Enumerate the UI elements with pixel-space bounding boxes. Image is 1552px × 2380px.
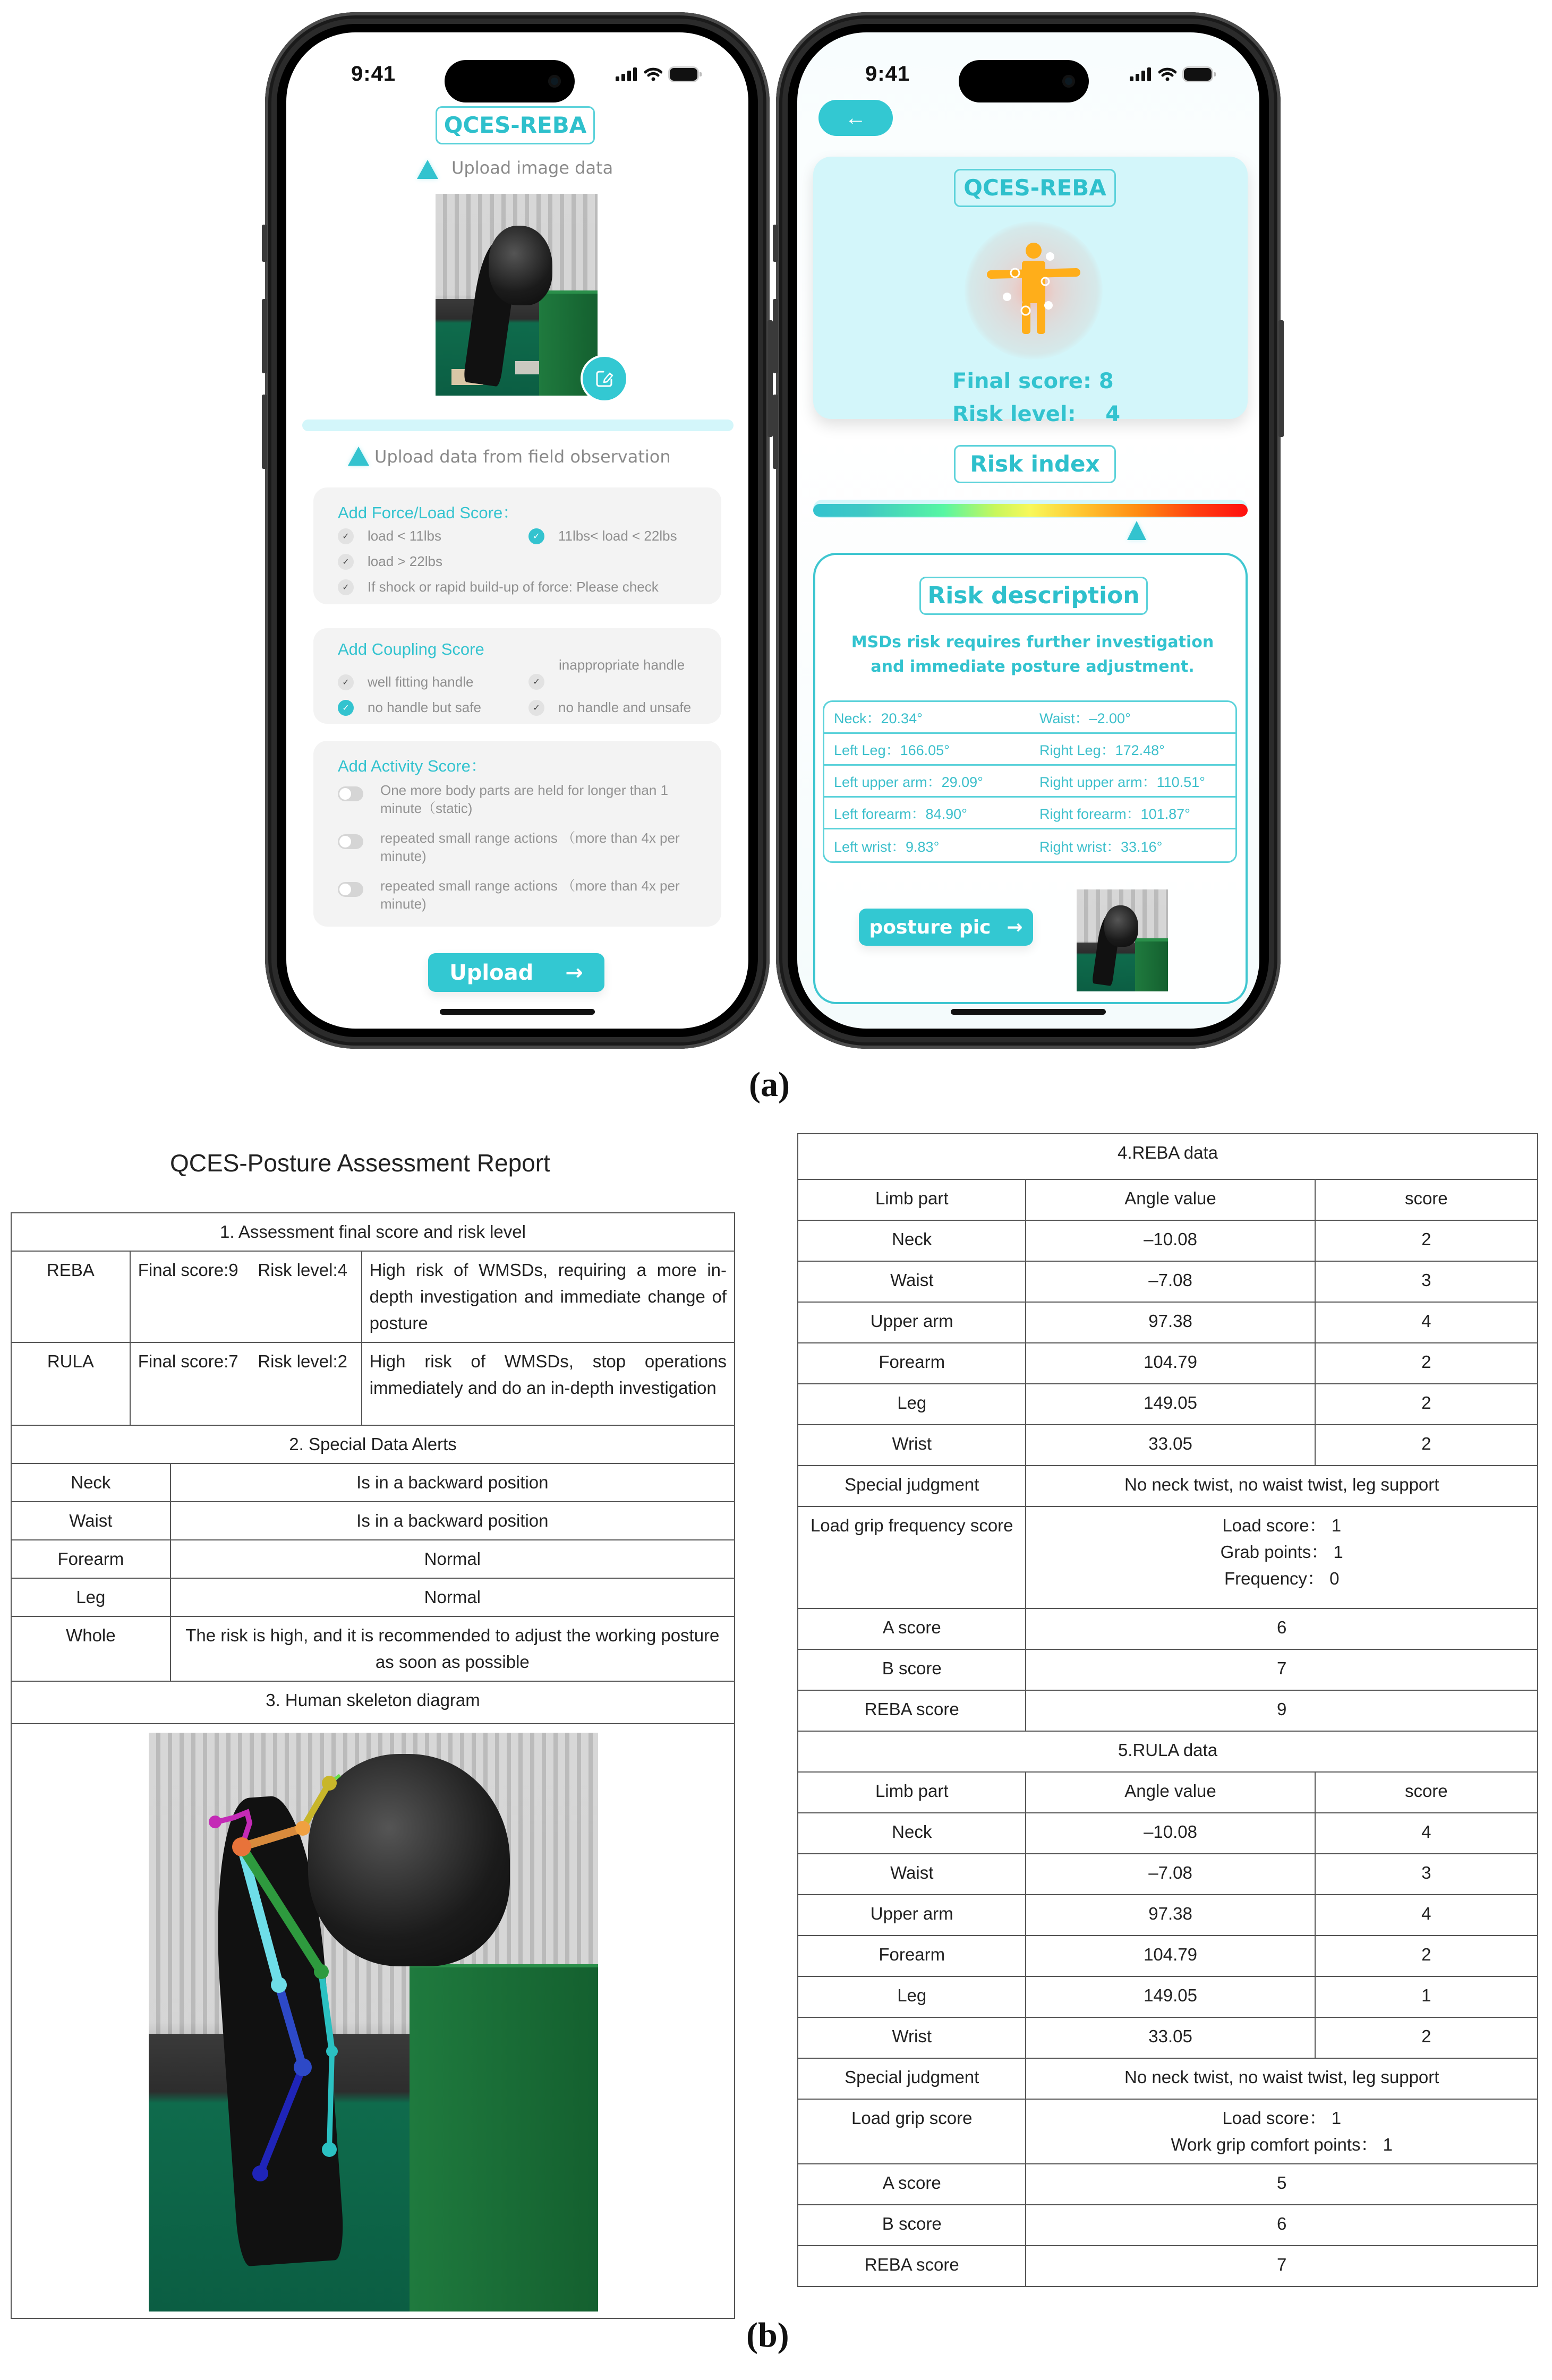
angle-value: Waist：–2.00°: [1039, 710, 1131, 726]
figure-label-a: (a): [749, 1065, 790, 1104]
row-label: B score: [798, 1649, 1026, 1690]
reba-data-row: [798, 1343, 1538, 1384]
angle-value: –10.08: [1026, 1220, 1315, 1261]
check-icon: ✓: [528, 528, 544, 544]
limb-part: Waist: [798, 1854, 1026, 1895]
angle-value: 149.05: [1026, 1384, 1315, 1425]
report-data-table: [797, 1133, 1538, 2287]
coupling-title: Add Coupling Score: [338, 640, 484, 658]
result-screen: [797, 32, 1259, 1029]
limb-score: 2: [1315, 1343, 1538, 1384]
dynamic-island: [445, 60, 575, 102]
angle-value: Right forearm：101.87°: [1039, 806, 1190, 822]
angle-value: 97.38: [1026, 1302, 1315, 1343]
method-cell: REBA: [11, 1251, 130, 1342]
alert-part: Whole: [11, 1616, 170, 1681]
row-label: A score: [798, 1608, 1026, 1649]
reba-load-row: [798, 1506, 1538, 1608]
angle-value: –7.08: [1026, 1854, 1315, 1895]
angle-row: [824, 766, 1235, 798]
photo-floor-mat: [515, 361, 542, 374]
activity-toggle[interactable]: [338, 786, 363, 801]
phone-power-button: [1278, 320, 1284, 437]
force-option-label: If shock or rapid build-up of force: Please check: [368, 579, 659, 595]
reba-summary-row: [798, 1649, 1538, 1690]
phone-volume-down: [262, 395, 267, 469]
check-icon: ✓: [338, 554, 354, 570]
special-judgment: No neck twist, no waist twist, leg support: [1026, 1466, 1538, 1506]
angle-value: 97.38: [1026, 1895, 1315, 1936]
posture-pic-button[interactable]: [859, 909, 1033, 946]
angle-value: Right upper arm：110.51°: [1039, 774, 1205, 790]
coupling-option[interactable]: [528, 674, 544, 690]
angle-value: Neck：20.34°: [834, 710, 923, 726]
alert-row: [11, 1502, 735, 1540]
limb-score: 4: [1315, 1895, 1538, 1936]
risk-level: Risk level: 4: [952, 402, 1121, 426]
activity-toggle-label: One more body parts are held for longer than 1 minute（static): [380, 782, 668, 816]
phone-side-button: [262, 225, 267, 262]
angle-value: 104.79: [1026, 1343, 1315, 1384]
result-card: [813, 157, 1248, 426]
description-cell: High risk of WMSDs, requiring a more in-depth investigation and immediate change of posture: [362, 1251, 735, 1342]
section2-heading: 2. Special Data Alerts: [11, 1425, 735, 1463]
posture-figure: [965, 221, 1103, 359]
force-option-label: load < 11lbs: [368, 528, 442, 544]
reba-result-row: [11, 1251, 735, 1342]
coupling-option-label: inappropriate handle: [559, 657, 685, 673]
phone-volume-up: [773, 299, 778, 373]
reba-heading: 4.REBA data: [798, 1134, 1538, 1179]
rula-data-row: [798, 1976, 1538, 2017]
rula-result-row: [11, 1342, 735, 1425]
check-icon: ✓: [338, 674, 354, 690]
limb-part: Upper arm: [798, 1302, 1026, 1343]
alert-part: Neck: [11, 1463, 170, 1502]
load-values: [1026, 2099, 1538, 2164]
limb-score: 3: [1315, 1854, 1538, 1895]
limb-score: 2: [1315, 1425, 1538, 1466]
angle-value: –10.08: [1026, 1813, 1315, 1854]
phone-volume-down: [773, 395, 778, 469]
angle-value: Right Leg：172.48°: [1039, 742, 1165, 758]
alert-row: [11, 1540, 735, 1578]
score-cell: Final score:7 Risk level:2: [130, 1342, 362, 1425]
angle-value: 33.05: [1026, 1425, 1315, 1466]
summary-value: 6: [1026, 1608, 1538, 1649]
status-icons: [616, 67, 697, 81]
row-label: A score: [798, 2164, 1026, 2205]
column-header: score: [1315, 1772, 1538, 1813]
row-label: REBA score: [798, 1690, 1026, 1731]
angle-row: [824, 829, 1235, 861]
angle-value: –7.08: [1026, 1261, 1315, 1302]
force-option-label: load > 22lbs: [368, 553, 442, 569]
rula-summary-row: [798, 2246, 1538, 2287]
coupling-option-label: no handle and unsafe: [558, 699, 692, 715]
summary-value: 5: [1026, 2164, 1538, 2205]
special-judgment: No neck twist, no waist twist, leg support: [1026, 2058, 1538, 2099]
row-label: Special judgment: [798, 1466, 1026, 1506]
reba-data-row: [798, 1302, 1538, 1343]
angle-value: Left wrist：9.83°: [834, 838, 940, 855]
limb-score: 2: [1315, 2017, 1538, 2058]
skeleton-overlay: [149, 1733, 598, 2311]
angle-value: Right wrist：33.16°: [1039, 838, 1163, 855]
phone-power-button: [768, 320, 773, 437]
limb-part: Leg: [798, 1384, 1026, 1425]
phone-side-button: [773, 225, 778, 262]
limb-score: 3: [1315, 1261, 1538, 1302]
force-load-card: [313, 487, 721, 604]
load-line: Load score： 1: [1222, 2108, 1342, 2128]
score-cell: Final score:9 Risk level:4: [130, 1251, 362, 1342]
status-time: 9:41: [351, 62, 396, 85]
coupling-option-selected[interactable]: [338, 699, 481, 716]
alert-part: Waist: [11, 1502, 170, 1540]
coupling-option[interactable]: [528, 699, 691, 716]
coupling-card: [313, 628, 721, 724]
rula-header-row: [798, 1772, 1538, 1813]
rula-data-row: [798, 1936, 1538, 1976]
dynamic-island: [959, 60, 1089, 102]
limb-score: 4: [1315, 1302, 1538, 1343]
angle-value: 149.05: [1026, 1976, 1315, 2017]
upload-button-label: Upload: [449, 960, 534, 985]
alert-part: Forearm: [11, 1540, 170, 1578]
alert-text: Normal: [170, 1578, 735, 1616]
app-title: QCES-REBA: [436, 106, 595, 144]
coupling-option-label: well fitting handle: [368, 674, 474, 690]
method-cell: RULA: [11, 1342, 130, 1425]
signal-icon: [616, 67, 637, 81]
row-label: REBA score: [798, 2246, 1026, 2287]
angle-row: [824, 734, 1235, 766]
angle-value: Left upper arm：29.09°: [834, 774, 983, 790]
alert-row: [11, 1463, 735, 1502]
summary-value: 6: [1026, 2205, 1538, 2246]
phone-volume-up: [262, 299, 267, 373]
rula-summary-row: [798, 2164, 1538, 2205]
section3-heading: 3. Human skeleton diagram: [11, 1681, 735, 1724]
back-button[interactable]: [818, 100, 893, 136]
triangle-bullet-icon: [417, 160, 438, 179]
row-label: Load grip frequency score: [798, 1506, 1026, 1608]
load-values: [1026, 1506, 1538, 1608]
wifi-icon: [644, 67, 662, 81]
reba-data-row: [798, 1261, 1538, 1302]
limb-score: 2: [1315, 1220, 1538, 1261]
activity-title: Add Activity Score：: [338, 757, 487, 775]
photo-bag: [489, 226, 552, 305]
rula-data-row: [798, 1813, 1538, 1854]
description-cell: High risk of WMSDs, stop operations immediately and do an in-depth investigation: [362, 1342, 735, 1425]
reba-data-row: [798, 1220, 1538, 1261]
reba-summary-row: [798, 1608, 1538, 1649]
risk-index-marker: [1127, 521, 1146, 540]
summary-value: 7: [1026, 1649, 1538, 1690]
camera-icon: [548, 75, 561, 88]
figure-label-b: (b): [746, 2316, 789, 2355]
report-summary-table: [11, 1212, 735, 2319]
limb-part: Upper arm: [798, 1895, 1026, 1936]
wifi-icon: [1158, 67, 1176, 81]
app-title: QCES-REBA: [954, 169, 1116, 207]
force-option[interactable]: [338, 579, 659, 595]
check-icon: ✓: [338, 579, 354, 595]
photo-bag: [1104, 905, 1138, 947]
home-indicator: [440, 1009, 595, 1015]
triangle-bullet-icon: [348, 447, 369, 466]
limb-part: Neck: [798, 1813, 1026, 1854]
joint-angle-table: [823, 700, 1237, 863]
limb-part: Forearm: [798, 1936, 1026, 1976]
row-label: B score: [798, 2205, 1026, 2246]
reba-summary-row: [798, 1690, 1538, 1731]
force-option[interactable]: [338, 553, 442, 570]
alert-text: Normal: [170, 1540, 735, 1578]
column-header: Angle value: [1026, 1772, 1315, 1813]
summary-value: 7: [1026, 2246, 1538, 2287]
reba-header-row: [798, 1179, 1538, 1220]
row-label: Load grip score: [798, 2099, 1026, 2164]
section-divider: [302, 420, 734, 431]
limb-part: Wrist: [798, 1425, 1026, 1466]
reba-special-row: [798, 1466, 1538, 1506]
angle-value: Left forearm：84.90°: [834, 806, 967, 822]
force-option[interactable]: [338, 528, 441, 544]
rula-summary-row: [798, 2205, 1538, 2246]
battery-icon: [670, 68, 697, 81]
posture-thumbnail[interactable]: [1077, 889, 1168, 991]
angle-row: [824, 702, 1235, 734]
reba-data-row: [798, 1425, 1538, 1466]
activity-toggle[interactable]: [338, 834, 363, 849]
limb-score: 4: [1315, 1813, 1538, 1854]
status-icons: [1130, 67, 1212, 81]
limb-score: 2: [1315, 1936, 1538, 1976]
rula-data-row: [798, 2017, 1538, 2058]
rula-data-row: [798, 1895, 1538, 1936]
arrow-right-icon: →: [1007, 916, 1023, 938]
force-load-title: Add Force/Load Score：: [338, 503, 519, 522]
camera-icon: [1062, 75, 1075, 88]
check-icon: ✓: [528, 674, 544, 690]
column-header: Angle value: [1026, 1179, 1315, 1220]
risk-description-title: Risk description: [919, 577, 1148, 615]
angle-value: 104.79: [1026, 1936, 1315, 1976]
column-header: Limb part: [798, 1179, 1026, 1220]
alert-text: Is in a backward position: [170, 1463, 735, 1502]
angle-value: Left Leg：166.05°: [834, 742, 950, 758]
load-line: Load score： 1: [1222, 1516, 1342, 1535]
rula-data-row: [798, 1854, 1538, 1895]
load-line: Grab points： 1: [1220, 1542, 1343, 1562]
battery-icon: [1184, 68, 1212, 81]
skeleton-diagram-image: [149, 1733, 598, 2311]
arrow-left-icon: ←: [845, 106, 866, 130]
rula-load-row: [798, 2099, 1538, 2164]
field-observation-label: Upload data from field observation: [374, 447, 671, 467]
activity-toggle-label: repeated small range actions （more than 4x per minute): [380, 830, 680, 864]
section1-heading: 1. Assessment final score and risk level: [11, 1213, 735, 1251]
phone-left: [265, 12, 770, 1049]
skeleton-diagram-cell: [11, 1724, 735, 2318]
column-header: Limb part: [798, 1772, 1026, 1813]
final-score: Final score: 8: [952, 369, 1114, 393]
uploaded-image[interactable]: [436, 194, 598, 396]
column-header: score: [1315, 1179, 1538, 1220]
phone-right: [776, 12, 1281, 1049]
alert-row: [11, 1616, 735, 1681]
risk-index-title: Risk index: [954, 445, 1116, 483]
row-label: Special judgment: [798, 2058, 1026, 2099]
alert-text: The risk is high, and it is recommended to adjust the working posture as soon as possible: [170, 1616, 735, 1681]
force-option-label: 11lbs< load < 22lbs: [558, 528, 677, 544]
risk-index-gradient: [813, 504, 1248, 517]
limb-part: Forearm: [798, 1343, 1026, 1384]
coupling-option-label: no handle but safe: [368, 699, 481, 715]
status-time: 9:41: [865, 62, 910, 85]
angle-value: 33.05: [1026, 2017, 1315, 2058]
arrow-right-icon: →: [565, 960, 583, 985]
edit-icon: [594, 368, 615, 389]
check-icon: ✓: [528, 700, 544, 716]
upload-screen: [286, 32, 748, 1029]
activity-toggle-label: repeated small range actions （more than 4x per minute): [380, 878, 680, 912]
alert-text: Is in a backward position: [170, 1502, 735, 1540]
risk-description-text: MSDs risk requires further investigation and immediate posture adjustment.: [851, 633, 1214, 676]
risk-description-card: [813, 553, 1248, 1004]
edit-image-button[interactable]: [583, 357, 626, 400]
alert-row: [11, 1578, 735, 1616]
force-option-selected[interactable]: [528, 528, 677, 544]
load-line: Frequency： 0: [1224, 1569, 1340, 1588]
upload-image-label: Upload image data: [451, 158, 613, 178]
home-indicator: [951, 1009, 1106, 1015]
alert-part: Leg: [11, 1578, 170, 1616]
check-icon: ✓: [338, 700, 354, 716]
limb-score: 2: [1315, 1384, 1538, 1425]
activity-card: [313, 741, 721, 927]
report-title: QCES-Posture Assessment Report: [170, 1149, 550, 1177]
photo-bin: [1135, 938, 1168, 991]
signal-icon: [1130, 67, 1151, 81]
summary-value: 9: [1026, 1690, 1538, 1731]
reba-data-row: [798, 1384, 1538, 1425]
rula-special-row: [798, 2058, 1538, 2099]
limb-part: Leg: [798, 1976, 1026, 2017]
body-figure-icon: [965, 221, 1103, 359]
rula-heading: 5.RULA data: [798, 1731, 1538, 1772]
limb-part: Waist: [798, 1261, 1026, 1302]
angle-row: [824, 798, 1235, 829]
load-line: Work grip comfort points： 1: [1171, 2135, 1393, 2154]
check-icon: ✓: [338, 528, 354, 544]
posture-pic-label: posture pic: [869, 916, 991, 938]
limb-part: Neck: [798, 1220, 1026, 1261]
upload-button[interactable]: [428, 953, 604, 992]
limb-score: 1: [1315, 1976, 1538, 2017]
limb-part: Wrist: [798, 2017, 1026, 2058]
coupling-option[interactable]: [338, 674, 473, 690]
activity-toggle[interactable]: [338, 882, 363, 897]
